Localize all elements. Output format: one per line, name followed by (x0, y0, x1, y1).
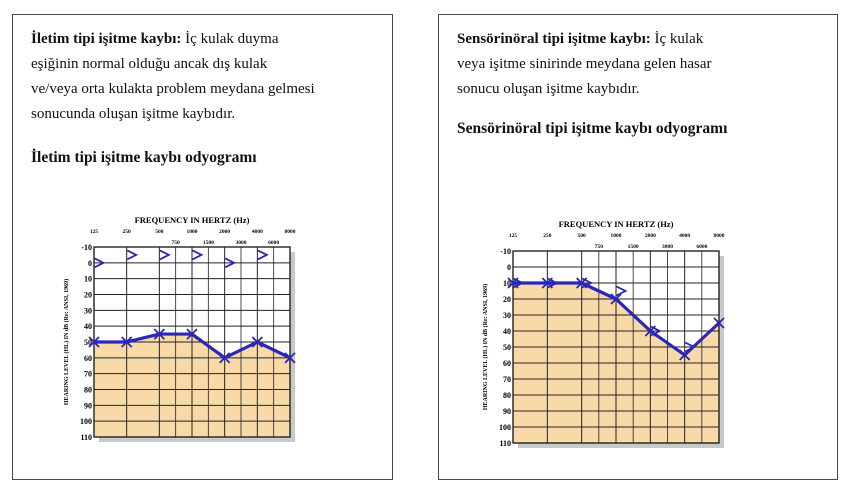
hearing-level-tick: 50 (84, 338, 92, 347)
sensorineural-description (457, 27, 712, 102)
frequency-tick: 125 (89, 229, 99, 235)
conductive-audiogram (58, 213, 348, 463)
hearing-level-tick: 10 (503, 279, 511, 288)
frequency-mid-tick: 6000 (696, 244, 708, 250)
frequency-mid-tick: 6000 (268, 240, 280, 246)
frequency-mid-tick: 1500 (202, 240, 214, 246)
frequency-tick: 500 (155, 229, 164, 235)
frequency-tick: 2000 (219, 229, 231, 235)
hearing-level-tick: 80 (503, 391, 511, 400)
hearing-level-tick: 30 (503, 311, 511, 320)
frequency-tick: 1000 (186, 229, 198, 235)
conductive-loss-card (12, 14, 393, 480)
hearing-level-tick: -10 (81, 243, 92, 252)
hearing-level-tick: 40 (84, 322, 92, 332)
frequency-mid-tick: 750 (171, 240, 180, 246)
frequency-tick: 4000 (251, 229, 263, 235)
frequency-tick: 250 (122, 229, 131, 235)
hearing-level-tick: 0 (507, 263, 511, 272)
hearing-level-tick: 0 (88, 258, 92, 268)
hearing-level-tick: 40 (503, 327, 511, 336)
hearing-level-tick: 50 (503, 343, 511, 352)
frequency-axis-title: FREQUENCY IN HERTZ (Hz) (134, 215, 250, 225)
sensorineural-loss-card (438, 14, 838, 480)
conductive-audiogram-title: İletim tipi işitme kaybı odyogramı (31, 149, 257, 166)
frequency-tick: 500 (577, 233, 586, 239)
sensorineural-heading: Sensörinöral tipi işitme kaybı: (457, 31, 651, 47)
hearing-level-tick: 90 (503, 407, 511, 416)
hearing-level-tick: -10 (500, 247, 511, 256)
frequency-tick: 1000 (610, 233, 622, 239)
frequency-tick: 2000 (644, 233, 656, 239)
hearing-level-tick: 70 (84, 369, 92, 379)
hearing-level-tick: 80 (84, 385, 92, 395)
frequency-mid-tick: 750 (594, 244, 603, 250)
hearing-level-tick: 110 (80, 433, 92, 442)
hearing-level-tick: 100 (80, 417, 92, 427)
frequency-mid-tick: 3000 (235, 240, 247, 246)
frequency-tick: 8000 (284, 229, 296, 235)
frequency-tick: 250 (543, 233, 552, 239)
frequency-tick: 8000 (713, 233, 725, 239)
hearing-level-tick: 10 (84, 274, 92, 284)
hearing-level-tick: 20 (84, 290, 92, 300)
hearing-level-tick: 20 (503, 295, 511, 304)
hearing-level-tick: 60 (84, 353, 92, 363)
frequency-tick: 125 (508, 233, 518, 239)
frequency-mid-tick: 1500 (627, 244, 639, 250)
hearing-level-tick: 30 (84, 306, 92, 316)
frequency-axis-title: FREQUENCY IN HERTZ (Hz) (558, 219, 674, 229)
frequency-mid-tick: 3000 (662, 244, 673, 250)
conductive-text: İç kulak duyma eşiğinin normal olduğu ancak dış kulak ve/veya orta kulakta problem meydana gelmesi sonucunda oluşan işitme kaybıdır. (31, 31, 315, 122)
hearing-level-tick: 90 (84, 401, 92, 411)
conductive-description (31, 27, 315, 127)
sensorineural-text: İç kulak veya işitme sinirinde meydana gelen hasar sonucu oluşan işitme kaybıdır. (457, 31, 712, 97)
hearing-level-axis-label: HEARING LEVEL (HL) IN dB (Re: ANSI, 1969) (483, 283, 489, 411)
sensorineural-audiogram (479, 215, 789, 467)
hearing-level-tick: 110 (499, 439, 511, 448)
hearing-level-tick: 60 (503, 359, 511, 368)
sensorineural-audiogram-title: Sensörinöral tipi işitme kaybı odyogramı (457, 120, 728, 137)
hearing-level-tick: 70 (503, 375, 511, 384)
conductive-heading: İletim tipi işitme kaybı: (31, 31, 182, 47)
frequency-tick: 4000 (679, 233, 691, 239)
hearing-level-axis-label: HEARING LEVEL (HL) IN dB (Re: ANSI, 1969) (64, 278, 70, 406)
hearing-level-tick: 100 (499, 423, 511, 432)
